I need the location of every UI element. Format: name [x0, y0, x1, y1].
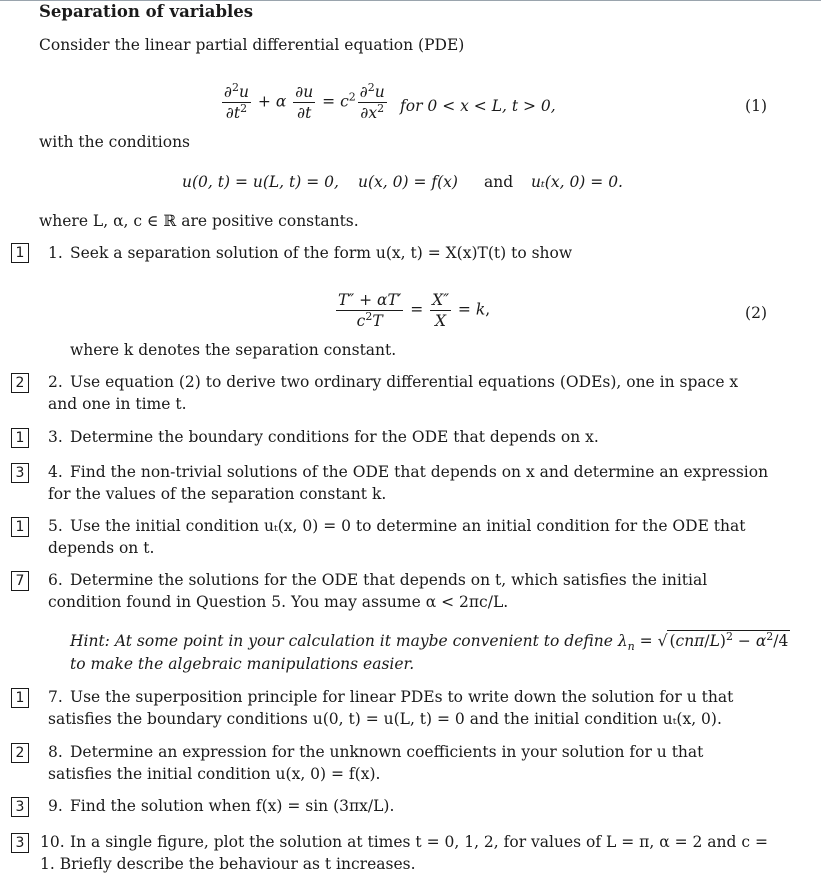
hint-line-1: Hint: At some point in your calculation it maybe convenient to define $\lambda_n$ = √ $(cn\pi/L)^2 - \alpha^2/4$ [70, 629, 789, 654]
question-4 [48, 461, 770, 505]
question-text: In a single figure, plot the solution at times t = 0, 1, 2, for values of L = π, α = 2 and c = 1. Briefly describe the behaviour as t increases. [40, 833, 768, 873]
marks-box: 3 [11, 797, 29, 817]
question-text: Determine the boundary conditions for the ODE that depends on x. [70, 428, 599, 446]
question-number: 6. [48, 571, 63, 589]
marks-box: 1 [11, 688, 29, 708]
question-2 [48, 371, 770, 415]
question-text: Use equation (2) to derive two ordinary differential equations (ODEs), one in space x and one in time t. [48, 373, 739, 413]
marks-box: 1 [11, 243, 29, 263]
pde-equation: $\frac{\partial^2u}{\partial t^2}$ + α $\frac{\partial u}{\partial t}$ = $c^2$ $\frac{\partial^2u}{\partial x^2}$ [224, 80, 385, 122]
question-number: 7. [48, 688, 63, 706]
question-number: 8. [48, 743, 63, 761]
separation-equation: $\frac{T'' + \alpha T'}{c^2T}$ = $\frac{X''}{X}$ = k, [338, 291, 491, 330]
question-7 [48, 686, 770, 730]
marks-box: 2 [11, 743, 29, 763]
question-number: 2. [48, 373, 63, 391]
initial-condition-displacement: u(x, 0) = f(x) [358, 173, 458, 191]
initial-condition-velocity: uₜ(x, 0) = 0. [531, 173, 623, 191]
equation-label-2: (2) [745, 304, 767, 322]
question-text: Use the initial condition uₜ(x, 0) = 0 to determine an initial condition for the ODE that depends on t. [48, 517, 746, 557]
question-text: Determine an expression for the unknown coefficients in your solution for u that satisfies the initial condition u(x, 0) = f(x). [48, 743, 704, 783]
question-number: 4. [48, 463, 63, 481]
marks-box: 1 [11, 428, 29, 448]
question-number: 10. [40, 833, 65, 851]
question-3 [48, 426, 770, 448]
marks-box: 7 [11, 571, 29, 591]
question-number: 9. [48, 797, 63, 815]
marks-box: 3 [11, 833, 29, 853]
question-9 [48, 795, 770, 817]
separation-note: where k denotes the separation constant. [70, 341, 397, 359]
section-title: Separation of variables [39, 2, 254, 21]
hint-line-2: to make the algebraic manipulations easier. [70, 655, 415, 673]
question-1 [48, 242, 770, 264]
question-5 [48, 515, 770, 559]
hint-text: Hint: At some point in your calculation it maybe convenient to define [70, 632, 613, 650]
question-text: Find the non-trivial solutions of the ODE that depends on x and determine an expression for the values of the separation constant k. [48, 463, 769, 503]
question-text: Use the superposition principle for linear PDEs to write down the solution for u that satisfies the boundary conditions u(0, t) = u(L, t) = 0 and the initial condition uₜ(x, 0). [48, 688, 734, 728]
question-text: Find the solution when f(x) = sin (3πx/L). [70, 797, 395, 815]
pde-range: for 0 < x < L, t > 0, [400, 97, 556, 115]
question-8 [48, 741, 770, 785]
constants-statement: where L, α, c ∈ ℝ are positive constants. [39, 212, 359, 230]
equation-label-1: (1) [745, 97, 767, 115]
question-text: Seek a separation solution of the form u(x, t) = X(x)T(t) to show [70, 244, 573, 262]
marks-box: 3 [11, 463, 29, 483]
question-number: 5. [48, 517, 63, 535]
marks-box: 1 [11, 517, 29, 537]
boundary-conditions: u(0, t) = u(L, t) = 0, [182, 173, 339, 191]
question-text: Determine the solutions for the ODE that depends on t, which satisfies the initial condition found in Question 5. You may assume α < 2πc/L. [48, 571, 708, 611]
question-number: 1. [48, 244, 63, 262]
question-10 [40, 831, 770, 875]
intro-text: Consider the linear partial differential equation (PDE) [39, 36, 465, 54]
question-number: 3. [48, 428, 63, 446]
conditions-and: and [484, 173, 514, 191]
question-6 [48, 569, 770, 613]
conditions-lead: with the conditions [39, 133, 191, 151]
marks-box: 2 [11, 373, 29, 393]
